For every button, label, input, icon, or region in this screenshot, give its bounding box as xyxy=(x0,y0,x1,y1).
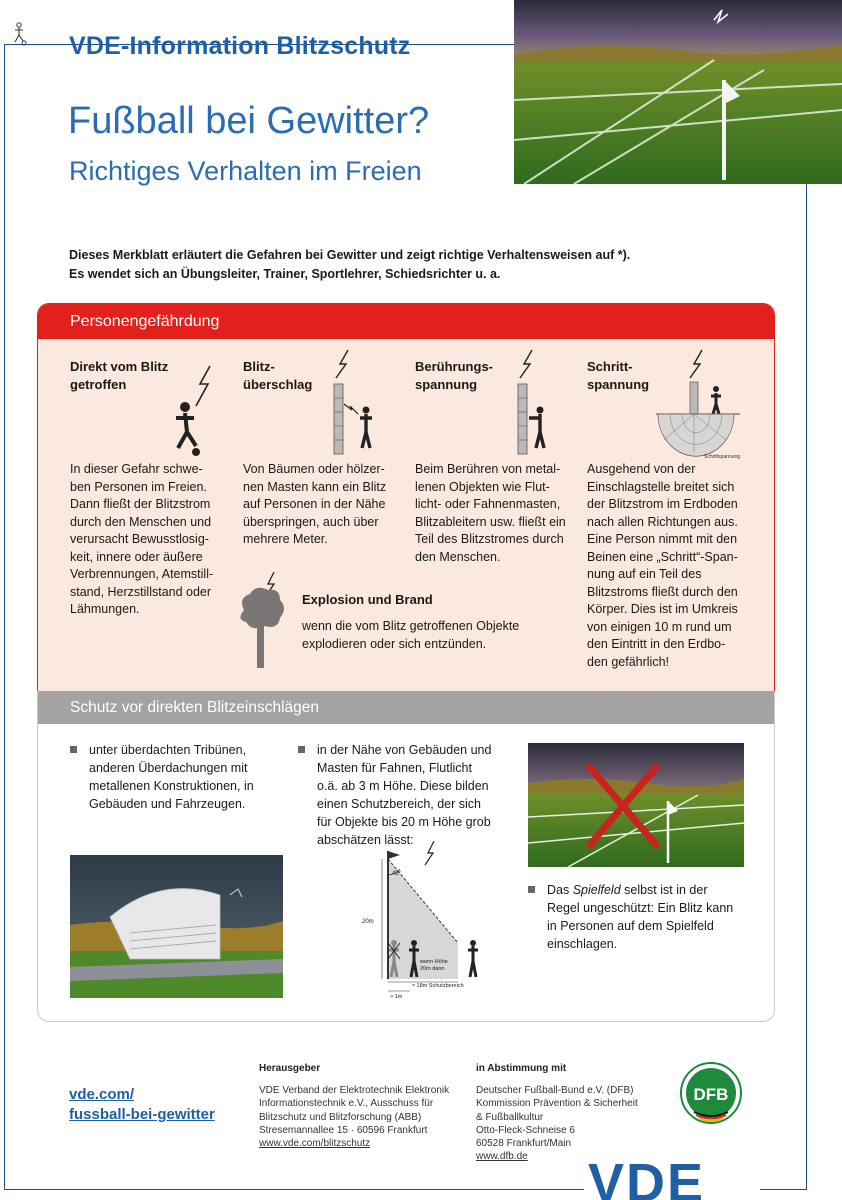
protection-section xyxy=(37,691,775,1022)
diagram-note-2: 20m dann xyxy=(420,966,445,972)
direct-strike-illustration xyxy=(168,362,220,458)
diagram-height-label: 20m xyxy=(362,919,374,925)
touch-voltage-illustration xyxy=(510,348,560,458)
partner-info: in Abstimmung mit Deutscher Fußball-Bund e.V. (DFB) Kommission Prävention & Sicherheit & Fußballkultur Otto-Fleck-Schneise 6 60528 Frankfurt/Main www.dfb.de xyxy=(476,1062,666,1163)
protection-bullet-pitch: Das Spielfeld selbst ist in der Regel ungeschützt: Ein Blitz kann in Personen auf dem Spielfeld einschlagen. xyxy=(528,881,758,953)
diagram-angle-label: 45° xyxy=(392,871,402,877)
hazard-flashover-text: Von Bäumen oder hölzer- nen Masten kann ein Blitz auf Personen in der Nähe überspringen, auch über mehrere Meter. xyxy=(243,462,387,546)
intro-text: Dieses Merkblatt erläutert die Gefahren bei Gewitter und zeigt richtige Verhaltensweisen auf *). Es wendet sich an Übungsleiter, Trainer, Sportlehrer, Schiedsrichter u. a. xyxy=(69,248,631,281)
diagram-distance-label: > 1m xyxy=(390,994,403,1000)
explosion-title: Explosion und Brand xyxy=(302,592,433,607)
frame-line-left xyxy=(4,44,5,1190)
diagram-range-label: ≈ 18m Schutzbereich xyxy=(412,983,464,989)
publisher-info: Herausgeber VDE Verband der Elektrotechnik Elektronik Informationstechnik e.V., Ausschuss für Blitzschutz und Blitzforschung (ABB) Stresemannallee 15 · 60596 Frankfurt www.vde.com/blitzschutz xyxy=(259,1062,459,1150)
flashover-illustration xyxy=(328,348,378,458)
protection-bullet-covered: unter überdachten Tribünen, anderen Überdachungen mit metallenen Konstruktionen, in Gebäuden und Fahrzeugen. xyxy=(70,741,290,813)
campaign-link[interactable]: vde.com/ fussball-bei-gewitter xyxy=(69,1086,215,1123)
page-title: Fußball bei Gewitter? xyxy=(68,100,430,142)
publisher-url-link[interactable]: www.vde.com/blitzschutz xyxy=(259,1138,371,1150)
frame-line-bottom-right xyxy=(760,1189,806,1190)
tree-explosion-illustration xyxy=(234,570,296,670)
hero-thunderstorm-pitch-image xyxy=(514,0,842,184)
hazard-item-direct-strike: Direkt vom Blitz getroffen xyxy=(70,359,169,392)
hazard-touch-text: Beim Berühren von metal- lenen Objekten wie Flut- licht- oder Fahnenmasten, Blitzableitern usw. fließt ein Teil des Blitzstromes durch den Menschen. xyxy=(415,462,566,564)
protection-bullet-masts: in der Nähe von Gebäuden und Masten für Fahnen, Flutlicht o.ä. ab 3 m Höhe. Diese bilden einen Schutzbereich, der sich für Objekte bis 20 m Höhe grob abschätzen lässt: xyxy=(298,741,518,849)
vde-logo: VDE xyxy=(588,1153,706,1200)
hazard-direct-text: In dieser Gefahr schwe- ben Personen im Freien. Dann fließt der Blitzstrom durch den Menschen und verursacht Bewusstlosig- keit, innere oder äußere Verbrennungen, Atemstill- stand, Herzstillstand oder Lähmungen. xyxy=(70,462,214,616)
hazard-item-flashover: Blitz- überschlag xyxy=(243,359,313,392)
protection-zone-diagram xyxy=(338,839,488,1009)
svg-text:DFB: DFB xyxy=(693,1085,729,1104)
footballer-icon xyxy=(10,22,28,46)
hazard-item-step-voltage: Schritt- spannung xyxy=(587,359,650,392)
step-voltage-label: Schrittspannung xyxy=(704,454,741,460)
hazard-item-touch-voltage: Berührungs- spannung xyxy=(415,359,493,392)
unprotected-pitch-image xyxy=(528,743,744,867)
hazard-step-text: Ausgehend von der Einschlagstelle breitet sich der Blitzstrom im Erdboden nach allen Richtungen aus. Eine Person nimmt mit den Beinen eine „Schritt“-Span- nung auf ein Teil des Blitzstroms fließt durch den Körper. Dies ist im Umkreis von einigen 10 m rund um den Eintritt in den Erdbo- den gefährlich! xyxy=(587,462,738,669)
explosion-text: wenn die vom Blitz getroffenen Objekte explodieren oder sich entzünden. xyxy=(302,619,520,651)
dfb-logo-icon xyxy=(680,1062,742,1124)
frame-line-right xyxy=(806,44,807,1190)
diagram-note-1: wenn Höhe xyxy=(420,959,448,965)
partner-url-link[interactable]: www.dfb.de xyxy=(476,1151,528,1163)
step-voltage-illustration xyxy=(654,348,744,460)
page-kicker: VDE-Information Blitzschutz xyxy=(69,32,411,60)
protection-heading: Schutz vor direkten Blitzeinschlägen xyxy=(38,691,774,724)
frame-line-bottom xyxy=(4,1189,584,1190)
hazard-section xyxy=(37,303,775,691)
hazard-heading: Personengefährdung xyxy=(38,304,774,339)
grandstand-image xyxy=(70,855,283,998)
page-subtitle: Richtiges Verhalten im Freien xyxy=(69,156,422,186)
